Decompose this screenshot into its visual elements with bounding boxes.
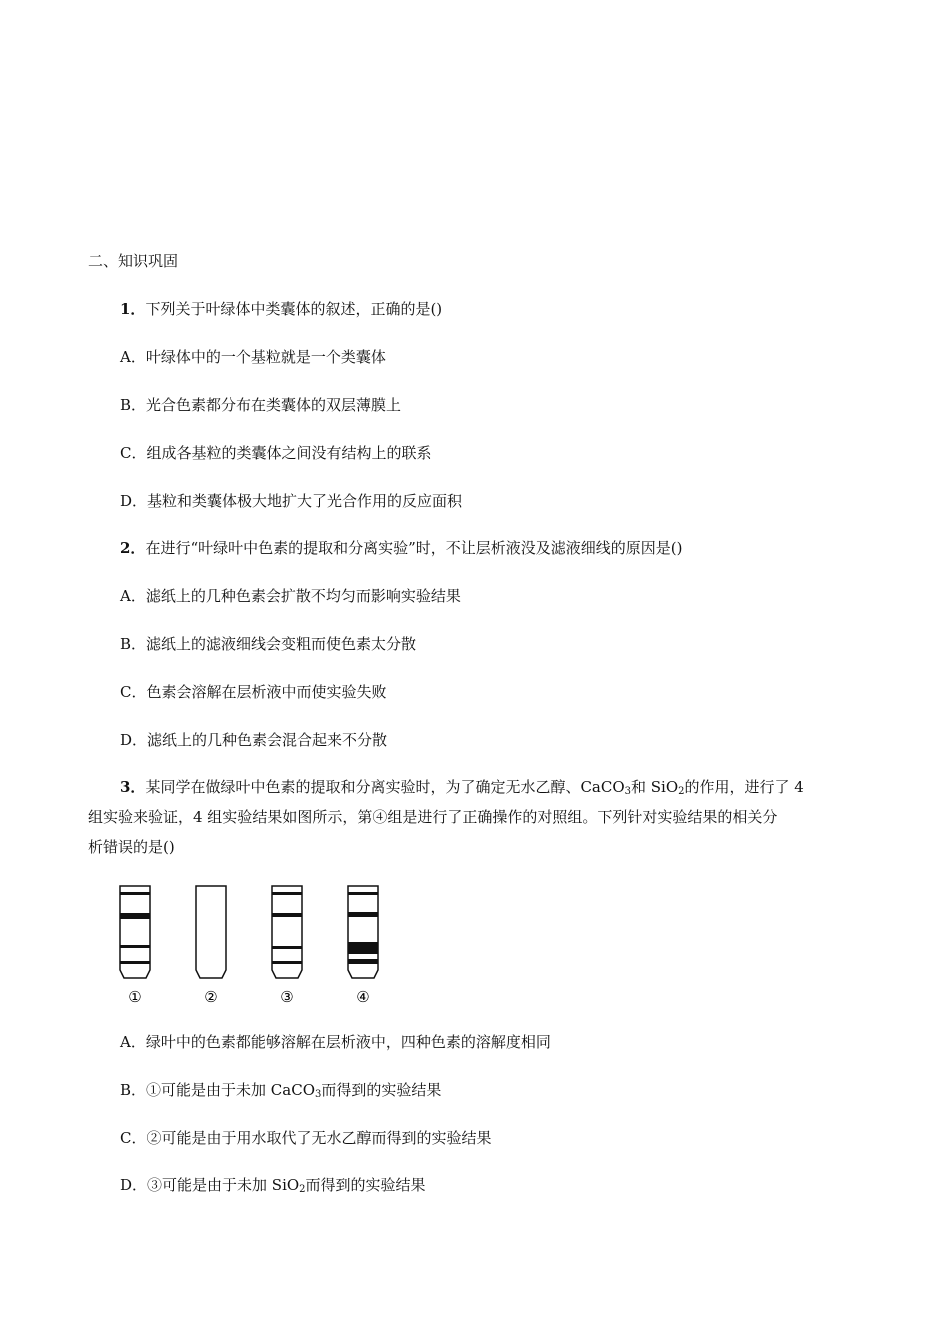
question-2-option-b: B．滤纸上的滤液细线会变粗而使色素太分散 <box>120 635 417 653</box>
question-2-option-a: A．滤纸上的几种色素会扩散不均匀而影响实验结果 <box>120 587 461 605</box>
strip-label-3: ③ <box>280 988 294 1006</box>
strip-3 <box>272 886 302 978</box>
question-3-option-d <box>120 1174 426 1201</box>
question-1-option-b: B．光合色素都分布在类囊体的双层薄膜上 <box>120 396 402 414</box>
option-text: 而得到的实验结果 <box>305 1176 426 1194</box>
strip-1 <box>120 886 150 978</box>
question-1-option-a: A．叶绿体中的一个基粒就是一个类囊体 <box>120 348 386 366</box>
strip-label-4: ④ <box>356 988 370 1006</box>
question-2-option-d: D．滤纸上的几种色素会混合起来不分散 <box>120 731 388 749</box>
strip-label-2: ② <box>204 988 218 1006</box>
question-2-option-c: C．色素会溶解在层析液中而使实验失败 <box>120 683 387 701</box>
question-number: 2． <box>120 539 146 557</box>
subscript: 2 <box>678 786 685 797</box>
question-1-stem <box>120 298 442 320</box>
question-text: 某同学在做绿叶中色素的提取和分离实验时，为了确定无水乙醇、CaCO <box>145 778 625 796</box>
question-text: 在进行“叶绿叶中色素的提取和分离实验”时，不让层析液没及滤液细线的原因是() <box>145 539 683 557</box>
question-3-option-b <box>120 1079 441 1106</box>
subscript: 3 <box>624 786 632 797</box>
strip-4 <box>348 886 378 978</box>
question-text: 的作用，进行了 4 <box>684 778 804 796</box>
section-heading: 二、知识巩固 <box>88 252 179 270</box>
question-3-option-a: A．绿叶中的色素都能够溶解在层析液中，四种色素的溶解度相同 <box>120 1033 551 1051</box>
question-1-option-c: C．组成各基粒的类囊体之间没有结构上的联系 <box>120 444 432 462</box>
question-3-stem-line-2: 组实验来验证，4 组实验结果如图所示，第④组是进行了正确操作的对照组。下列针对实验结果的相关分 <box>88 808 778 826</box>
question-1-option-d: D．基粒和类囊体极大地扩大了光合作用的反应面积 <box>120 492 463 510</box>
question-number: 1． <box>120 300 146 318</box>
strip-label-1: ① <box>128 988 142 1006</box>
question-3-stem-line-3: 析错误的是() <box>88 838 175 856</box>
question-2-stem <box>120 537 682 559</box>
question-3-stem-line-1 <box>120 776 804 803</box>
subscript: 2 <box>299 1184 306 1195</box>
question-3-option-c: C．②可能是由于用水取代了无水乙醇而得到的实验结果 <box>120 1129 492 1147</box>
chromatography-strips-figure <box>110 882 410 1008</box>
subscript: 3 <box>315 1089 322 1100</box>
question-text: 和 SiO <box>631 778 679 796</box>
strip-2 <box>196 886 226 978</box>
option-text: 而得到的实验结果 <box>321 1081 442 1099</box>
question-number: 3． <box>120 778 146 796</box>
option-text: B．①可能是由于未加 CaCO <box>120 1081 315 1099</box>
question-text: 下列关于叶绿体中类囊体的叙述，正确的是() <box>145 300 443 318</box>
option-text: D．③可能是由于未加 SiO <box>120 1176 300 1194</box>
